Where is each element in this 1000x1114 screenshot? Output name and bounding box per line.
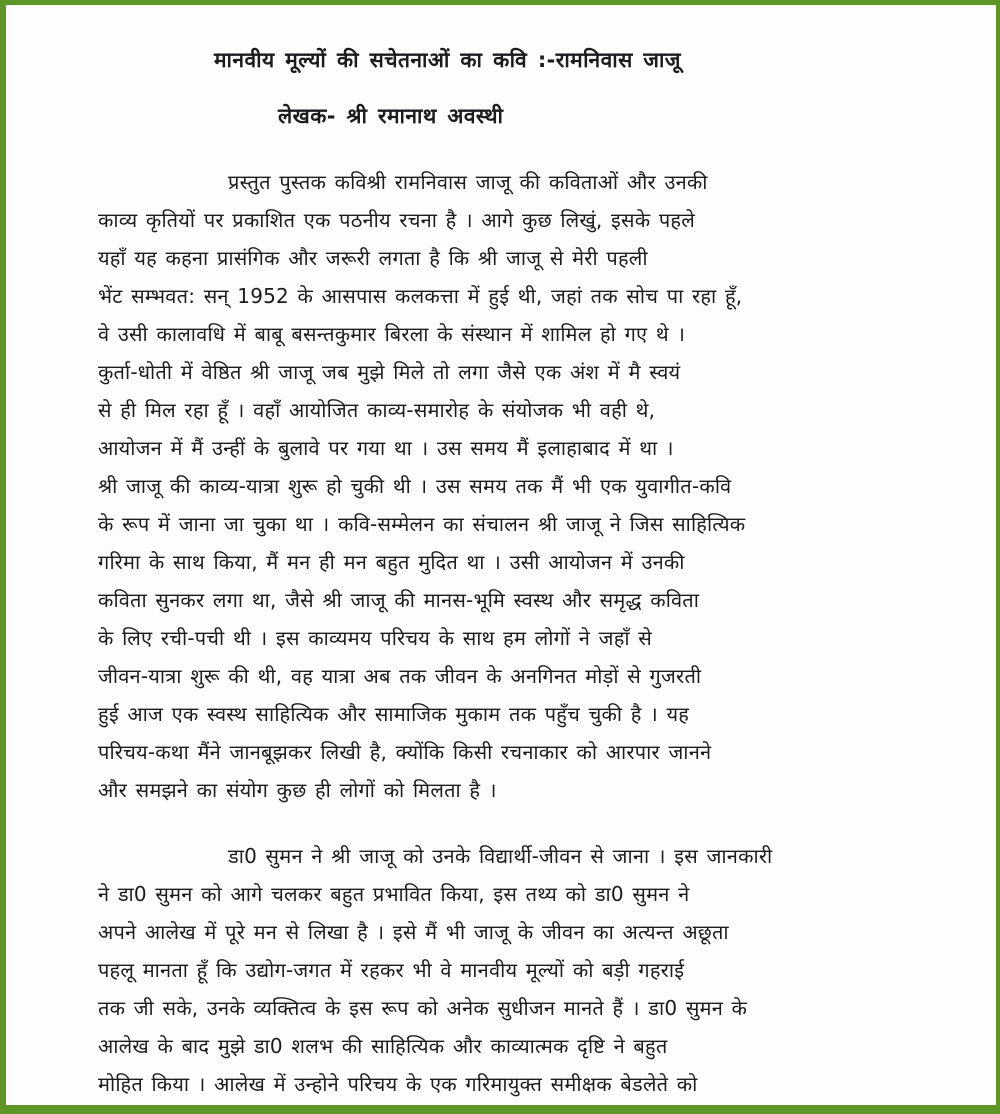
text-line: काव्य कृतियों पर प्रकाशित एक पठनीय रचना है । आगे कुछ लिखुं, इसके पहले bbox=[98, 208, 696, 232]
text-line: तक जी सके, उनके व्यक्तित्व के इस रूप को अनेक सुधीजन मानते हैं । डा0 सुमन के bbox=[98, 996, 748, 1020]
text-line: श्री जाजू की काव्य-यात्रा शुरू हो चुकी थी । उस समय तक मैं भी एक युवागीत-कवि bbox=[98, 474, 732, 498]
text-line: प्रस्तुत पुस्तक कविश्री रामनिवास जाजू की कविताओं और उनकी bbox=[228, 170, 708, 194]
text-line: वे उसी कालावधि में बाबू बसन्तकुमार बिरला के संस्थान में शामिल हो गए थे । bbox=[98, 322, 686, 346]
text-line: के लिए रची-पची थी । इस काव्यमय परिचय के साथ हम लोगों ने जहाँ से bbox=[98, 626, 652, 650]
text-line: परिचय-कथा मैंने जानबूझकर लिखी है, क्योंकि किसी रचनाकार को आरपार जानने bbox=[98, 740, 712, 764]
text-line: और समझने का संयोग कुछ ही लोगों को मिलता है । bbox=[98, 778, 497, 802]
text-line: भेंट सम्भवत: सन् 1952 के आसपास कलकत्ता में हुई थी, जहां तक सोच पा रहा हूँ, bbox=[98, 284, 743, 308]
text-line: आयोजन में मैं उन्हीं के बुलावे पर गया था । उस समय मैं इलाहाबाद में था । bbox=[98, 436, 674, 460]
text-line: गरिमा के साथ किया, मैं मन ही मन बहुत मुदित था । उसी आयोजन में उनकी bbox=[98, 550, 685, 574]
text-line: पहलू मानता हूँ कि उद्योग-जगत में रहकर भी वे मानवीय मूल्यों को बड़ी गहराई bbox=[98, 958, 685, 982]
text-line: मोहित किया । आलेख में उन्होने परिचय के एक गरिमायुक्त समीक्षक बेडलेते को bbox=[98, 1072, 698, 1096]
text-line: डा0 सुमन ने श्री जाजू को उनके विद्यार्थी-जीवन से जाना । इस जानकारी bbox=[228, 844, 773, 868]
paragraph bbox=[98, 163, 958, 809]
text-line: जीवन-यात्रा शुरू की थी, वह यात्रा अब तक जीवन के अनगिनत मोड़ों से गुजरती bbox=[98, 664, 702, 688]
text-line: कुर्ता-धोती में वेष्ठित श्री जाजू जब मुझे मिले तो लगा जैसे एक अंश में मै स्वयं bbox=[98, 360, 681, 384]
text-line: हुई आज एक स्वस्थ साहित्यिक और सामाजिक मुकाम तक पहुँच चुकी है । यह bbox=[98, 702, 690, 726]
text-line: आलेख के बाद मुझे डा0 शलभ की साहित्यिक और काव्यात्मक दृष्टि ने बहुत bbox=[98, 1034, 668, 1058]
document-body bbox=[6, 163, 996, 1103]
text-line: से ही मिल रहा हूँ । वहाँ आयोजित काव्य-समारोह के संयोजक भी वही थे, bbox=[98, 398, 656, 422]
text-line: के रूप में जाना जा चुका था । कवि-सम्मेलन का संचालन श्री जाजू ने जिस साहित्यिक bbox=[98, 512, 746, 536]
page-content bbox=[6, 5, 996, 1103]
text-line: यहाँ यह कहना प्रासंगिक और जरूरी लगता है कि श्री जाजू से मेरी पहली bbox=[98, 246, 648, 270]
paragraph bbox=[98, 837, 958, 1103]
text-line: ने डा0 सुमन को आगे चलकर बहुत प्रभावित किया, इस तथ्य को डा0 सुमन ने bbox=[98, 882, 690, 906]
text-line: कविता सुनकर लगा था, जैसे श्री जाजू की मानस-भूमि स्वस्थ और समृद्ध कविता bbox=[98, 588, 700, 612]
text-line: अपने आलेख में पूरे मन से लिखा है । इसे मैं भी जाजू के जीवन का अत्यन्त अछूता bbox=[98, 920, 729, 944]
page-title: मानवीय मूल्यों की सचेतनाओं का कवि :-रामनिवास जाजू bbox=[214, 48, 681, 72]
author-line: लेखक- श्री रमानाथ अवस्थी bbox=[278, 104, 504, 128]
